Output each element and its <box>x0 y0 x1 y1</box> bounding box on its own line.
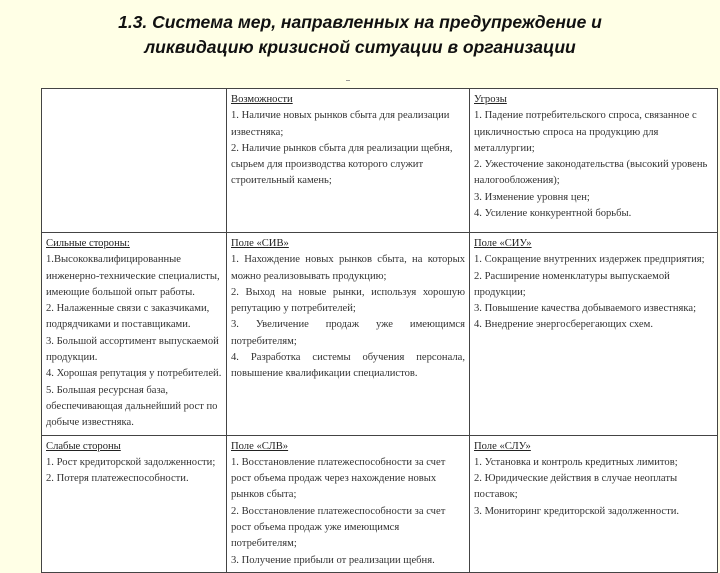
list-item: 2. Ужесточение законодательства (высокий уровень налогообложения); <box>474 159 708 187</box>
list-item: 1. Восстановление платежеспособности за счет рост объема продаж через нахождение новых рынков сбыта; <box>231 456 446 501</box>
cell-header: Поле «СЛВ» <box>231 440 289 452</box>
divider <box>346 80 350 81</box>
list-item: 3. Получение прибыли от реализации щебня. <box>231 554 435 566</box>
list-item: 3. Увеличение продаж уже имеющимся потребителям; <box>231 319 465 347</box>
list-item: 1. Установка и контроль кредитных лимитов; <box>474 456 678 468</box>
list-item: 2. Налаженные связи с заказчиками, подрядчиками и поставщиками. <box>46 303 210 331</box>
cell-threats <box>470 89 718 233</box>
cell-wo <box>227 435 470 572</box>
list-item: 3. Повышение качества добываемого известняка; <box>474 303 697 315</box>
list-item: 2. Наличие рынков сбыта для реализации щебня, сырьем для производства которого служит строительный камень; <box>231 142 453 187</box>
list-item: 3. Большой ассортимент выпускаемой продукции. <box>46 335 219 364</box>
list-item: 1. Наличие новых рынков сбыта для реализации известняка; <box>231 110 450 138</box>
slide-title <box>0 10 720 60</box>
list-item: 4. Разработка системы обучения персонала, повышение квалификации специалистов. <box>231 352 465 380</box>
cell-wt <box>470 435 718 572</box>
cell-header: Поле «СИВ» <box>231 238 289 249</box>
swot-table <box>41 88 718 573</box>
cell-su <box>470 233 718 436</box>
list-item: 2. Восстановление платежеспособности за счет рост объема продаж уже имеющимся потребителям; <box>231 505 446 550</box>
list-item: 4. Усиление конкурентной борьбы. <box>474 208 632 220</box>
list-item: 1. Сокращение внутренних издержек предприятия; <box>474 254 705 266</box>
list-item: 2. Выход на новые рынки, используя хорошую репутацию у потребителей; <box>231 286 465 315</box>
list-item: 2. Расширение номенклатуры выпускаемой продукции; <box>474 270 670 298</box>
list-item: 2. Юридические действия в случае неоплаты поставок; <box>474 473 678 501</box>
cell-header: Поле «СИУ» <box>474 238 532 249</box>
cell-weaknesses <box>42 435 227 572</box>
empty-cell <box>42 89 227 233</box>
cell-opportunities <box>227 89 470 233</box>
table-row <box>42 435 718 572</box>
list-item: 1. Рост кредиторской задолженности; <box>46 456 216 468</box>
cell-header: Слабые стороны <box>46 440 121 452</box>
list-item: 4. Хорошая репутация у потребителей. <box>46 368 222 380</box>
cell-header: Угрозы <box>474 94 507 105</box>
list-item: 3. Изменение уровня цен; <box>474 191 590 203</box>
list-item: 3. Мониторинг кредиторской задолженности. <box>474 505 680 517</box>
list-item: 1. Падение потребительского спроса, связанное с цикличностью спроса на продукцию для металлургии; <box>474 110 697 154</box>
cell-strengths <box>42 233 227 436</box>
list-item: 2. Потеря платежеспособности. <box>46 473 189 485</box>
list-item: 5. Большая ресурсная база, обеспечивающая дальнейший рост по добыче известняка. <box>46 384 218 429</box>
list-item: 4. Внедрение энергосберегающих схем. <box>474 319 653 331</box>
title-line-1: 1.3. Система мер, направленных на предупреждение и <box>118 12 602 32</box>
cell-header: Возможности <box>231 94 293 105</box>
cell-header: Сильные стороны: <box>46 238 130 249</box>
table-row <box>42 89 718 233</box>
cell-header: Поле «СЛУ» <box>474 440 531 452</box>
list-item: 1. Нахождение новых рынков сбыта, на которых можно реализовывать продукцию; <box>231 254 465 282</box>
list-item: 1.Высококвалифицированные инженерно-технические специалисты, имеющие большой опыт работы. <box>46 254 220 298</box>
title-line-2: ликвидацию кризисной ситуации в организации <box>144 37 576 57</box>
cell-sv <box>227 233 470 436</box>
table-row <box>42 233 718 436</box>
